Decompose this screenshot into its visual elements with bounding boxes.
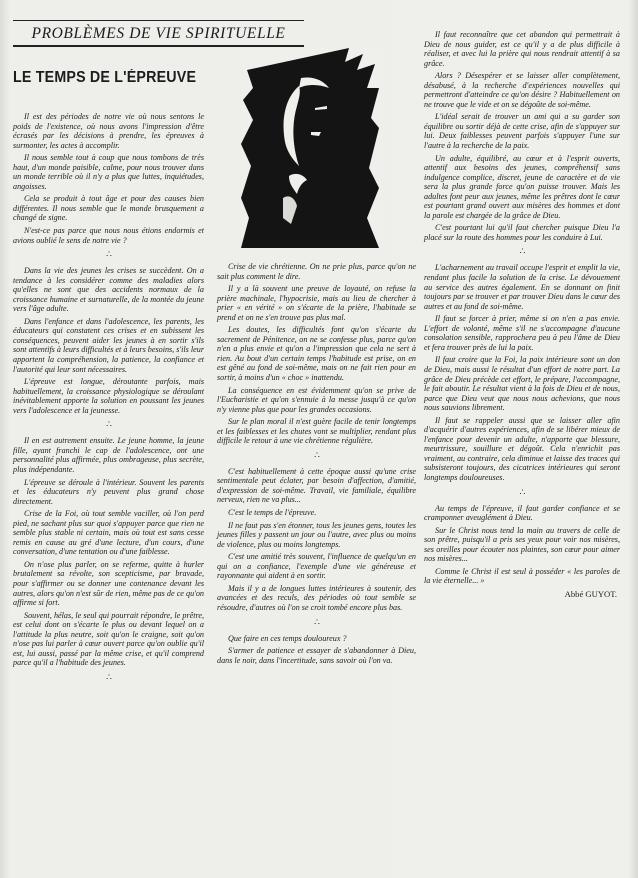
paragraph: C'est une amitié très souvent, l'influence de quelqu'un en qui on a confiance, l'exemple d'une vie généreuse et rayonnante qui aident à en sortir. bbox=[217, 552, 416, 581]
paragraph: La conséquence en est évidemment qu'on se prive de l'Eucharistie et qu'on s'ennuie à la messe jusqu'à ce qu'on n'y vienne plus que pour les grandes occasions. bbox=[217, 385, 416, 414]
paragraph: Il en est autrement ensuite. Le jeune homme, la jeune fille, ayant franchi le cap de l'adolescence, ont une personnalité plus affirmée, plus ombrageuse, plus secrète, plus indépendante. bbox=[13, 436, 204, 474]
section-separator: ∴ bbox=[314, 449, 319, 460]
paragraph: Il y a là souvent une preuve de loyauté, on refuse la prière machinale, l'hypocrisie, mais au lieu de chercher à prier « en vérité » on s'écarte de la prière, l'habitude se prend et on ne s'en trouve pas plus mal. bbox=[217, 284, 416, 322]
paragraph: L'idéal serait de trouver un ami qui a su garder son équilibre ou sortir déjà de cette crise, afin de s'appuyer sur lui. Deux faiblesses peuvent parfois s'appuyer l'une sur l'autre à la recherche de la paix. bbox=[424, 112, 620, 151]
paragraph: Un adulte, équilibré, au cœur et à l'esprit ouverts, attentif aux besoins des jeunes, compréhensif sans indulgence complice, discret, jeune de caractère et de vie sera la plus grande force qu'on puisse trouver. Mais les adultes font peur aux jeunes, même les prêtres dont le cœur est pourtant grand ouvert aux misères des hommes et dont la parole est chargée de la grâce de Dieu. bbox=[424, 153, 620, 220]
paragraph: Il nous semble tout à coup que nous tombons de très haut, d'un monde paisible, calme, pour nous trouver dans un monde terrible où il n'y a plus que luttes, inquiétudes, angoisses. bbox=[13, 153, 204, 191]
paragraph: Dans la vie des jeunes les crises se succèdent. On a tendance à les considérer comme des maladies alors qu'elles ne sont que des accidents normaux de la croissance humaine et surnaturelle, de la montée du jeune vers l'âge adulte. bbox=[13, 266, 204, 314]
section-separator: ∴ bbox=[106, 671, 111, 682]
paragraph: Souvent, hélas, le seul qui pourrait répondre, le prêtre, est celui dont on s'écarte le plus ou devant lequel on a l'attitude la plus neutre, soit qu'on le craigne, soit qu'on n'ose pas lui parler à cœur ouvert parce qu'on oublie qu'il est, lui aussi, passé par la même crise, et qu'il comprend parce qu'il a l'habitude des jeunes. bbox=[13, 610, 204, 668]
paragraph: L'épreuve est longue, déroutante parfois, mais habituellement, la croissance physiologique se déroulant inévitablement apporte la solution en poussant les jeunes vers l'adolescence et la jeunesse. bbox=[13, 377, 204, 415]
paragraph: Mais il y a de longues luttes intérieures à soutenir, des avancées et des reculs, des périodes où tout semble se résoudre, d'autres où l'on se croit tombé encore plus bas. bbox=[217, 583, 416, 612]
paragraph: Comme le Christ il est seul à posséder « les paroles de la vie éternelle... » bbox=[424, 566, 620, 586]
paragraph: Il faut se forcer à prier, même si on n'en a pas envie. L'effort de volonté, même s'il ne s'accompagne d'aucune consolation sensible, rapprochera peu à peu l'âme de Dieu et fera trouver près de lui la paix. bbox=[424, 314, 620, 352]
paragraph: Sur le Christ nous tend la main au travers de celle de son prêtre, puisqu'il a pris ses yeux pour voir nos misères, ses oreilles pour écouter nos plaintes, son cœur pour aimer nos misères... bbox=[424, 525, 620, 564]
paragraph: Alors ? Désespérer et se laisser aller complètement, désabusé, à la recherche d'expériences nouvelles qui permettront d'atteindre ce qu'on désire ? Habituellement on ne trouve que le vide et on se dégoûte de soi-même. bbox=[424, 71, 620, 109]
section-separator: ∴ bbox=[314, 616, 319, 627]
paragraph: Il ne faut pas s'en étonner, tous les jeunes gens, toutes les jeunes filles y passent un jour ou l'autre, avec plus ou moins de violence, plus ou moins longtemps. bbox=[217, 520, 416, 549]
column-left bbox=[13, 112, 204, 689]
paragraph: Il faut croire que la Foi, la paix intérieure sont un don de Dieu, mais aussi le résultat d'un effort de notre part. La grâce de Dieu précède cet effort, le prépare, l'accompagne, le fait aboutir. Le résultat vient à la fois de Dieu et de nous, parce que Dieu veut que nous nous achevions, que nous nous sauvions librement. bbox=[424, 355, 620, 413]
section-rubric: PROBLÈMES DE VIE SPIRITUELLE bbox=[13, 25, 304, 47]
paragraph: N'est-ce pas parce que nous nous étions endormis et avions oublié le sens de notre vie ? bbox=[13, 226, 204, 245]
paragraph: Il est des périodes de notre vie où nous sentons le poids de l'existence, où nous avons l'impression d'être écrasés par les décisions à prendre, les épreuves à surmonter, les actes à accomplir. bbox=[13, 112, 204, 150]
paragraph: L'acharnement au travail occupe l'esprit et emplit la vie, rendant plus facile la solution de la crise. Le dévouement au service des autres également. En se donnant on finit toujours par se trouver et par trouver Dieu dans le cœur des autres et au fond de soi-même. bbox=[424, 263, 620, 311]
section-separator: ∴ bbox=[106, 419, 111, 430]
paragraph: S'armer de patience et essayer de s'abandonner à Dieu, dans le noir, dans l'incertitude, sans savoir où l'on va. bbox=[217, 646, 416, 665]
paragraph: C'est habituellement à cette époque aussi qu'une crise sentimentale peut éclater, par besoin d'affection, d'amitié, d'expression de soi-même. Travail, vie familiale, équilibre nerveux, rien ne va plus... bbox=[217, 466, 416, 505]
section-separator: ∴ bbox=[106, 249, 111, 260]
author-signature: Abbé GUYOT. bbox=[564, 588, 617, 599]
paragraph: Cela se produit à tout âge et pour des causes bien différentes. Il nous semble que le monde brusquement a changé de signe. bbox=[13, 194, 204, 223]
paragraph: Crise de la Foi, où tout semble vaciller, où l'on perd pied, ne sachant plus sur quoi s'appuyer parce que rien ne semble plus stable ni certain, mais où tout est sans cesse remis en cause au gré d'une lecture, d'un cours, d'une conversation, d'une tentation ou d'une faiblesse. bbox=[13, 509, 204, 557]
paragraph: Il faut se rappeler aussi que se laisser aller afin d'acquérir d'autres expériences, afin de se libérer mieux de l'enfance pour devenir un adulte, n'apporte que blessure, meurtrissure, souillure et dégoût. Cela n'enrichit pas vraiment, au contraire, cela diminue et laisse des traces qui subsisteront toujours, des cicatrices intérieures qui seront longtemps douloureuses. bbox=[424, 415, 620, 482]
paragraph: On n'ose plus parler, on se referme, quitte à hurler brutalement sa révolte, son scepticisme, par bravade, pour s'affirmer ou se donner une contenance devant les autres, alors qu'on n'est sûr de rien, même pas de ce qu'on affirme si fort. bbox=[13, 559, 204, 608]
column-middle bbox=[217, 262, 416, 665]
woodcut-face-illustration bbox=[241, 48, 379, 248]
paragraph: C'est pourtant lui qu'il faut chercher puisque Dieu l'a placé sur la route des hommes pour les conduire à Lui. bbox=[424, 223, 620, 242]
paragraph: Les doutes, les difficultés font qu'on s'écarte du sacrement de Pénitence, on ne se confesse plus, parce qu'on n'en a plus envie et qu'on a l'impression que cela ne sert à rien. Au bout d'un certain temps l'habitude est prise, on en est gêné au fond de soi-même, mais on ne fait rien pour en sortir, à moins d'un « choc » inattendu. bbox=[217, 325, 416, 383]
section-separator: ∴ bbox=[519, 246, 525, 257]
paragraph: Sur le plan moral il n'est guère facile de tenir longtemps et les faiblesses et les chutes vont se multiplier, rendant plus difficile le retour à une vie chrétienne régulière. bbox=[217, 417, 416, 446]
column-right bbox=[424, 30, 620, 599]
paragraph: L'épreuve se déroule à l'intérieur. Souvent les parents et les éducateurs n'y peuvent plus grand chose directement. bbox=[13, 477, 204, 506]
section-separator: ∴ bbox=[519, 486, 525, 497]
paragraph: Crise de vie chrétienne. On ne prie plus, parce qu'on ne sait plus comment le dire. bbox=[217, 262, 416, 281]
paragraph: Il faut reconnaître que cet abandon qui permettrait à Dieu de nous guider, est ce qu'il y a de plus difficile à réaliser, et avec lui la prière qui nous rendrait attentif à sa grâce. bbox=[424, 30, 620, 68]
paragraph: C'est le temps de l'épreuve. bbox=[228, 508, 317, 518]
paragraph: Dans l'enfance et dans l'adolescence, les parents, les éducateurs qui constatent ces crises et en subissent les conséquences, peuvent aider les jeunes à en sortir s'ils sont attentifs à leurs difficultés et à leurs besoins, s'ils leur apportent la compréhension, la patience, la confiance et l'autorité qui leur sont nécessaires. bbox=[13, 316, 204, 374]
paragraph: Que faire en ces temps douloureux ? bbox=[228, 633, 347, 643]
paragraph: Au temps de l'épreuve, il faut garder confiance et se cramponner aveuglément à Dieu. bbox=[424, 503, 620, 523]
article-title: LE TEMPS DE L'ÉPREUVE bbox=[13, 69, 197, 86]
